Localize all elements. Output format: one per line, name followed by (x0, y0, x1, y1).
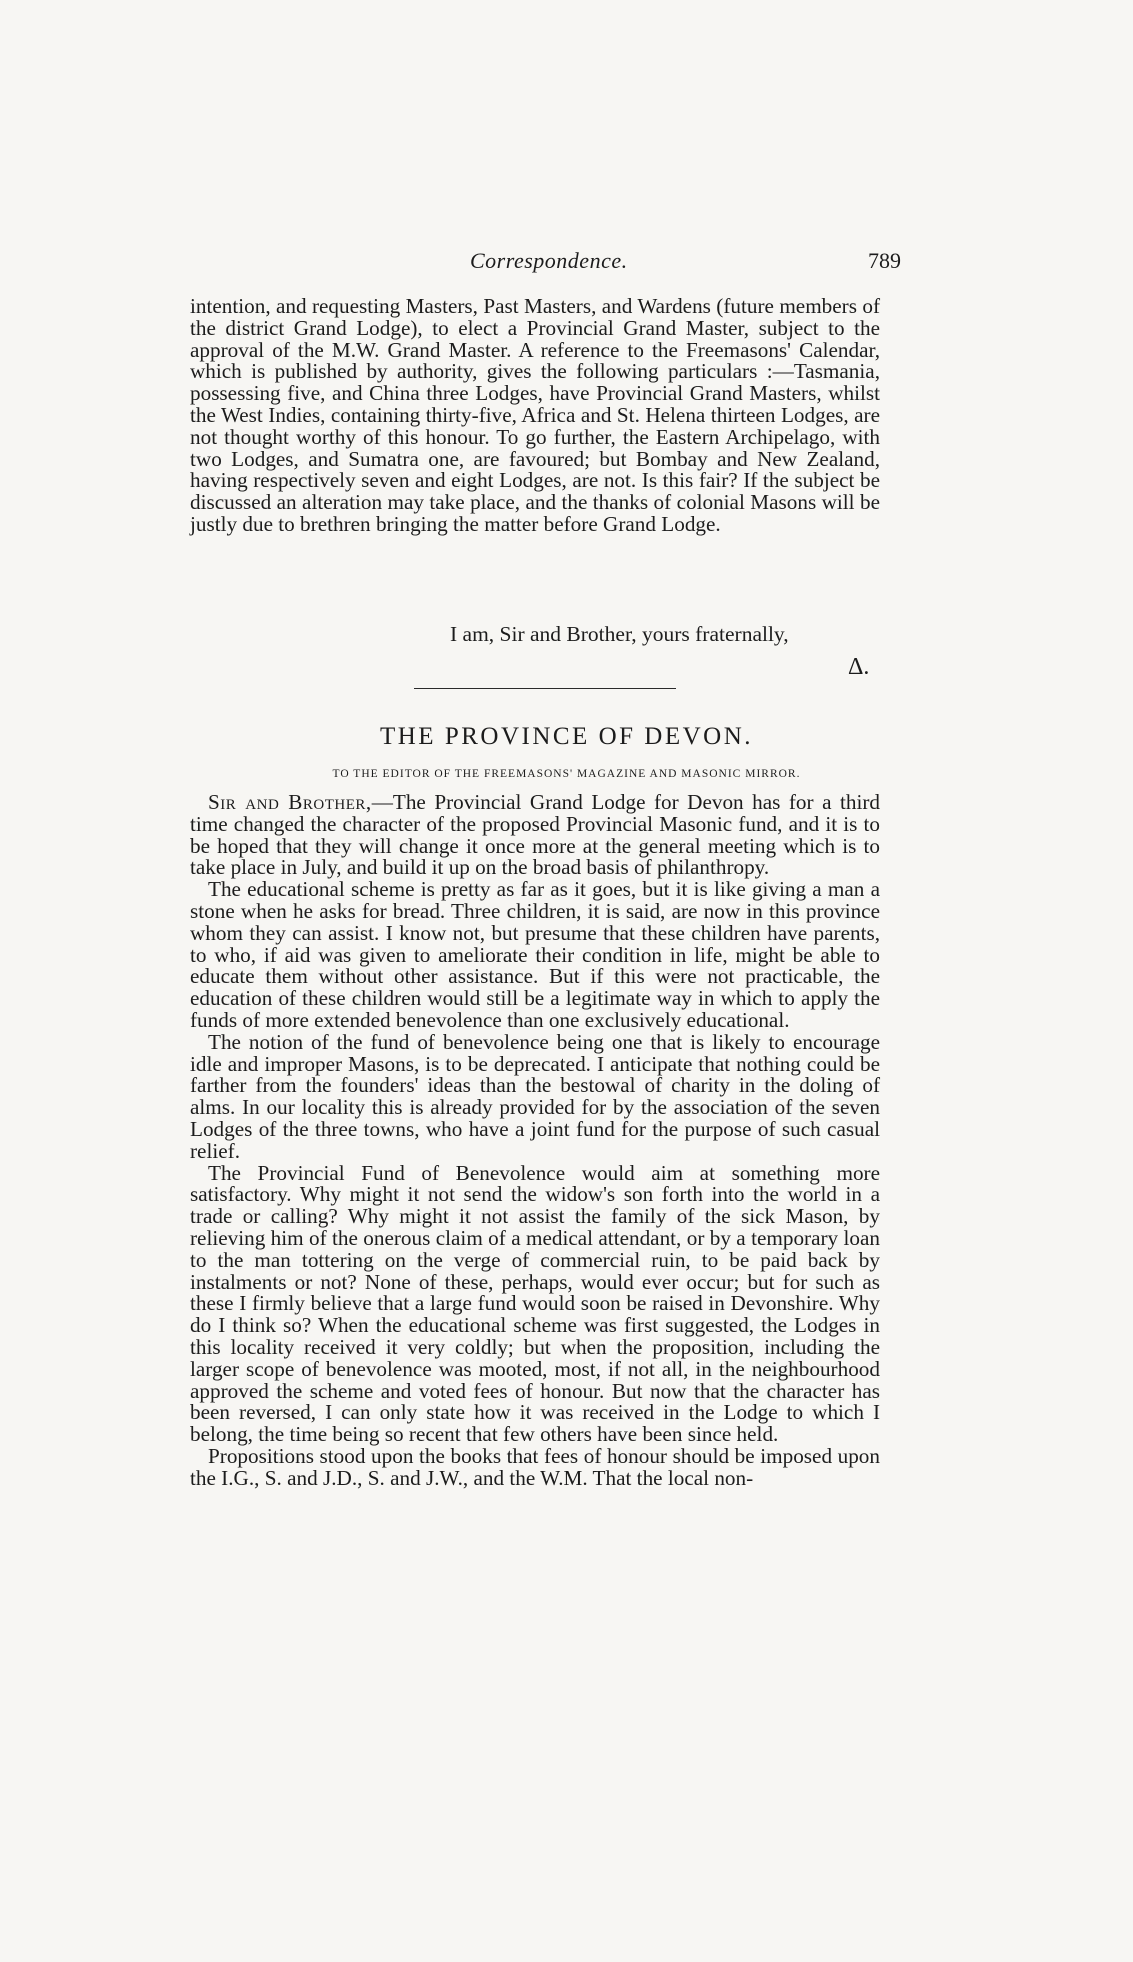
letter-continuation (190, 296, 880, 536)
running-head (0, 248, 1133, 288)
running-title: Correspondence. (470, 248, 628, 273)
article-paragraph-3: The notion of the fund of benevolence being one that is likely to encourage idle and improper Masons, is to be deprecated. I anticipate that nothing could be farther from the founders' ideas than the bestowal of charity in the doling of alms. In our locality this is already provided for by the association of the seven Lodges of the three towns, who have a joint fund for the purpose of such casual relief. (190, 1029, 880, 1163)
article-body (190, 792, 880, 1490)
paragraph-text: —The Provincial Grand Lodge for Devon has for a third time changed the character of the proposed Provincial Masonic fund, and it is to be hoped that they will change it once more at the general meeting which is to take place in July, and build it up on the broad basis of philanthropy. (190, 790, 880, 880)
letter-closing: I am, Sir and Brother, yours fraternally, (450, 622, 789, 646)
salutation: Sir and Brother, (208, 790, 372, 814)
section-divider (414, 688, 676, 689)
article-title: THE PROVINCE OF DEVON. (379, 723, 754, 750)
article-paragraph-2: The educational scheme is pretty as far as it goes, but it is like giving a man a stone when he asks for bread. Three children, it is said, are now in this province whom they can assist. I know not, but presume that these children have parents, to who, if aid was given to ameliorate their condition in life, might be able to educate them without other assistance. But if this were not practicable, the education of these children would still be a legitimate way in which to apply the funds of more extended benevolence than one exclusively educational. (190, 877, 880, 1032)
article-address: TO THE EDITOR OF THE FREEMASONS' MAGAZINE AND MASONIC MIRROR. (332, 768, 801, 780)
article-paragraph-1 (190, 792, 880, 879)
page-number: 789 (868, 248, 901, 273)
article-paragraph-4: The Provincial Fund of Benevolence would aim at something more satisfactory. Why might it not send the widow's son forth into the world in a trade or calling? Why might it not assist the family of the sick Mason, by relieving him of the onerous claim of a medical attendant, or by a temporary loan to the man tottering on the verge of commercial ruin, to be paid back by instalments or not? None of these, perhaps, would ever occur; but for such as these I firmly believe that a large fund would soon be raised in Devonshire. Why do I think so? When the educational scheme was first suggested, the Lodges in this locality received it very coldly; but when the proposition, including the larger scope of benevolence was mooted, most, if not all, in the neighbourhood approved the scheme and voted fees of honour. But now that the character has been reversed, I can only state how it was received in the Lodge to which I belong, the time being so recent that few others have been since held. (190, 1160, 880, 1447)
article-paragraph-5: Propositions stood upon the books that fees of honour should be imposed upon the I.G., S. and J.D., S. and J.W., and the W.M. That the local non- (190, 1443, 880, 1490)
letter-paragraph: intention, and requesting Masters, Past Masters, and Wardens (future members of the district Grand Lodge), to elect a Provincial Grand Master, subject to the approval of the M.W. Grand Master. A reference to the Freemasons' Calendar, which is published by authority, gives the following particulars :—Tasmania, possessing five, and China three Lodges, have Provincial Grand Masters, whilst the West Indies, containing thirty-five, Africa and St. Helena thirteen Lodges, are not thought worthy of this honour. To go further, the Eastern Archipelago, with two Lodges, and Sumatra one, are favoured; but Bombay and New Zealand, having respectively seven and eight Lodges, are not. Is this fair? If the subject be discussed an alteration may take place, and the thanks of colonial Masons will be justly due to brethren bringing the matter before Grand Lodge. (190, 294, 880, 536)
letter-signature: Δ. (848, 654, 870, 680)
